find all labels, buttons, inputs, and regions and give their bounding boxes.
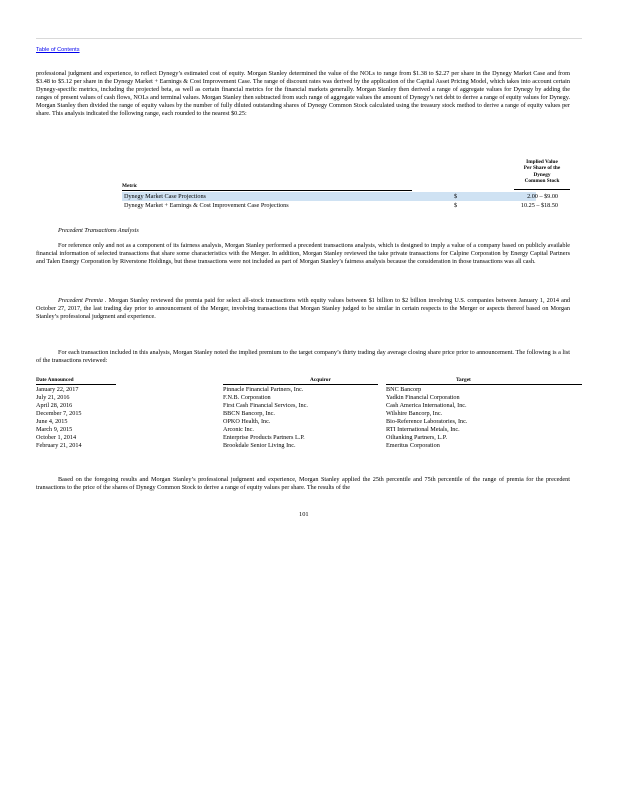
paragraph-lead: Precedent Premia . [58, 297, 107, 304]
precedent-paragraph [36, 242, 570, 266]
date-column-header: Date Announced [36, 377, 74, 383]
paragraph-text: For reference only and not as a component of its fairness analysis, Morgan Stanley performed a precedent transactions analysis, which is designed to imply a value of a company based on publicly available financial information of selected transactions that share some characteristics with the Merger. In addition, Morgan Stanley reviewed the take private transactions for Calpine Corporation by Energy Capital Partners and Talen Energy Corporation by Riverstone Holdings, but these transactions were not included as part of Morgan Stanley’s fairness analysis because the consideration in those transactions was all cash. [36, 242, 570, 266]
target-cell: Oiltanking Partners, L.P. [386, 434, 448, 441]
acquiror-cell: BBCN Bancorp, Inc. [223, 410, 275, 417]
header-line: Per Share of the [523, 165, 561, 172]
target-cell: BNC Bancorp [386, 386, 422, 393]
acquiror-cell: Arconic Inc. [223, 426, 254, 433]
section-heading: Precedent Transactions Analysis [58, 227, 139, 234]
table-row [36, 434, 582, 442]
target-cell: Wilshire Bancorp, Inc. [386, 410, 443, 417]
table-row [36, 442, 582, 450]
target-cell: Bio-Reference Laboratories, Inc. [386, 418, 468, 425]
date-cell: December 7, 2015 [36, 410, 82, 417]
currency-symbol: $ [454, 202, 458, 209]
metric-rule [122, 190, 412, 191]
acquiror-cell: Enterprise Products Partners L.P. [223, 434, 305, 441]
valuation-paragraph [36, 70, 570, 119]
value-range: 2.00 – $9.00 [527, 193, 558, 200]
acquiror-cell: OPKO Health, Inc. [223, 418, 271, 425]
date-cell: October 1, 2014 [36, 434, 77, 441]
header-rule [36, 384, 116, 385]
header-line: Dynegy [533, 171, 551, 178]
acquiror-cell: First Cash Financial Services, Inc. [223, 402, 308, 409]
transactions-intro-paragraph [36, 349, 570, 365]
acquiror-cell: F.N.B. Corporation [223, 394, 271, 401]
date-cell: April 28, 2016 [36, 402, 73, 409]
precedent-heading-block [36, 227, 570, 235]
metric-column-header: Metric [122, 183, 138, 189]
page-number: 101 [299, 511, 309, 518]
header-rule [514, 189, 570, 190]
table-of-contents-link[interactable]: Table of Contents [36, 47, 80, 53]
table-row [122, 192, 558, 201]
paragraph-text: Based on the foregoing results and Morgan Stanley’s professional judgment and experience, Morgan Stanley applied the 25th percentile and 75th percentile of the range of premia for the precedent transactions to the price of the shares of Dynegy Common Stock to derive a range of equity values per share. The results of the [36, 476, 570, 492]
header-line: Common Stock [524, 177, 560, 184]
results-paragraph [36, 476, 570, 492]
currency-symbol: $ [454, 193, 458, 200]
date-cell: June 4, 2015 [36, 418, 68, 425]
paragraph-text: For each transaction included in this analysis, Morgan Stanley noted the implied premium to the target company’s thirty trading day average closing share price prior to announcement. The following is a list of the transactions reviewed: [36, 349, 570, 365]
target-cell: Cash America International, Inc. [386, 402, 467, 409]
table-row [122, 201, 558, 210]
table-row [36, 386, 582, 394]
header-line: Implied Value [526, 159, 558, 165]
metric-name: Dynegy Market + Earnings & Cost Improvement Case Projections [124, 202, 289, 209]
header-divider [36, 38, 582, 39]
metric-name: Dynegy Market Case Projections [124, 193, 206, 200]
target-cell: RTI International Metals, Inc. [386, 426, 460, 433]
date-cell: July 21, 2016 [36, 394, 70, 401]
acquiror-cell: Pinnacle Financial Partners, Inc. [223, 386, 304, 393]
date-cell: January 22, 2017 [36, 386, 79, 393]
implied-value-header [514, 159, 570, 184]
paragraph-text: Morgan Stanley reviewed the premia paid for select all-stock transactions with equity values between $1 billion to $2 billion involving U.S. companies between January 1, 2014 and October 27, 2017, the last trading day prior to announcement of the Merger, involving transactions that Morgan Stanley judged to be similar in certain respects to the Merger or aspects thereof based on Morgan Stanley’s professional judgment and experience. [36, 297, 571, 321]
table-row [36, 402, 582, 410]
target-column-header: Target [456, 377, 471, 383]
acquiror-column-header: Acquiror [310, 377, 331, 383]
target-cell: Emeritus Corporation [386, 442, 440, 449]
table-row [36, 394, 582, 402]
header-rule [223, 384, 378, 385]
paragraph-text: professional judgment and experience, to reflect Dynegy’s estimated cost of equity. Morgan Stanley determined the value of the NOLs to range from $1.38 to $2.27 per share in the Dynegy Market Case and from $3.48 to $5.12 per share in the Dynegy Market + Earnings & Cost Improvement Case. The range of discount rates was derived by the application of the Capital Asset Pricing Model, which takes into account certain Dynegy-specific metrics, including the projected beta, as well as certain financial metrics for the financial markets generally. Morgan Stanley then derived a range of aggregate values for Dynegy by adding the ranges of present values of cash flows, NOLs and terminal values. Morgan Stanley then subtracted from such range of aggregate values the amount of Dynegy’s net debt to derive a range of equity values for Dynegy. Morgan Stanley then divided the range of equity values by the number of fully diluted outstanding shares of Dynegy Common Stock calculated using the treasury stock method to derive a range of equity values per share. This analysis indicated the following range, each rounded to the nearest $0.25: [36, 70, 570, 118]
premia-paragraph [36, 297, 570, 321]
table-row [36, 410, 582, 418]
date-cell: March 9, 2015 [36, 426, 73, 433]
header-rule [386, 384, 582, 385]
value-range: 10.25 – $18.50 [520, 202, 558, 209]
target-cell: Yadkin Financial Corporation [386, 394, 460, 401]
date-cell: February 21, 2014 [36, 442, 82, 449]
acquiror-cell: Brookdale Senior Living Inc. [223, 442, 296, 449]
table-row [36, 426, 582, 434]
table-row [36, 418, 582, 426]
